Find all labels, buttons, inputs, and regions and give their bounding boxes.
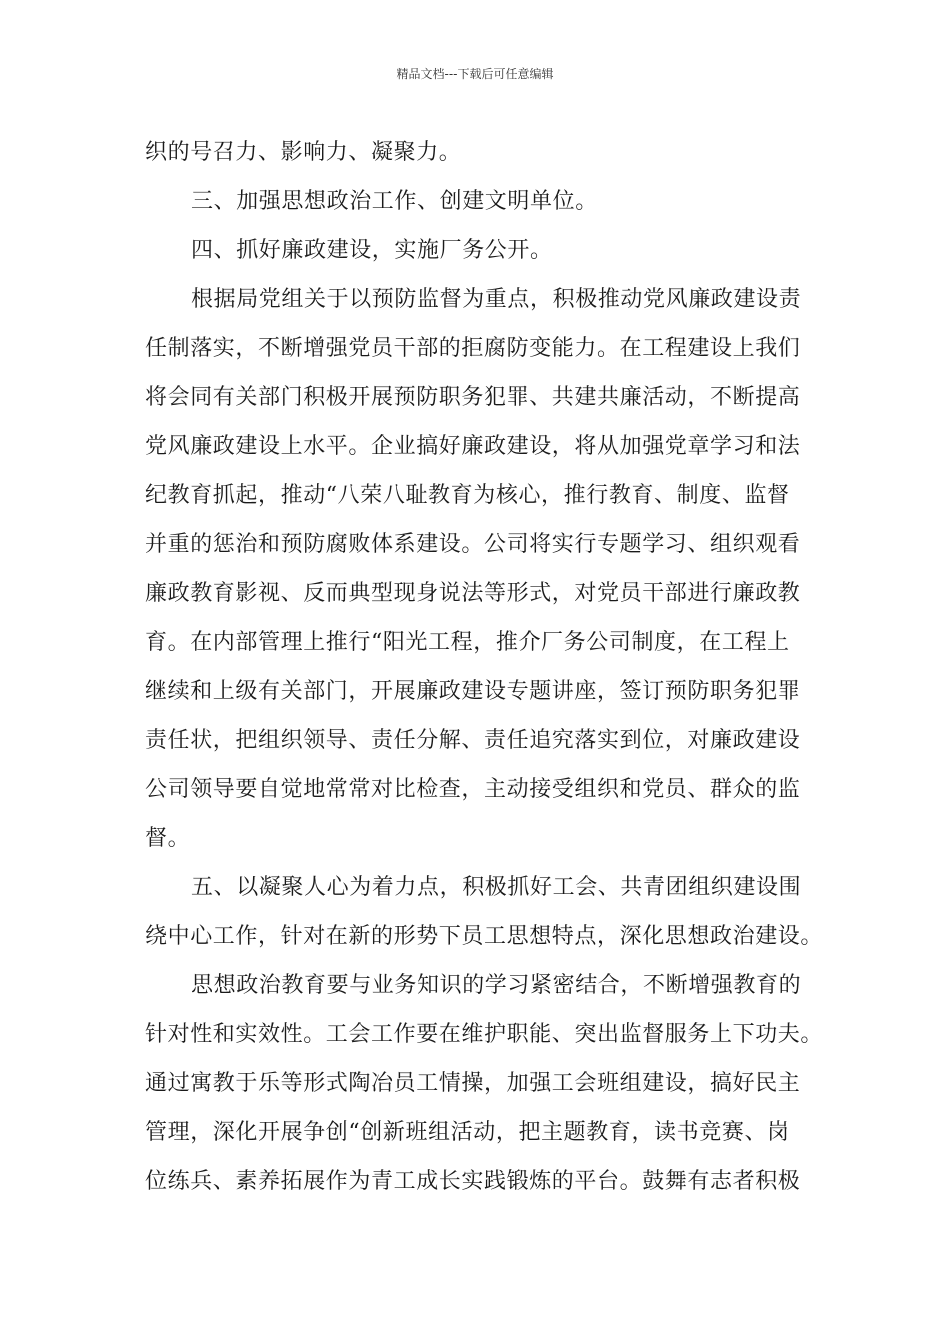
paragraph-3: [145, 226, 813, 275]
text-line: 针对性和实效性。工会工作要在维护职能、突出监督服务上下功夫。: [145, 1022, 824, 1047]
paragraph-6: [145, 961, 824, 1206]
paragraph-2: [145, 177, 813, 226]
text-line: 三、加强思想政治工作、创建文明单位。: [191, 189, 598, 214]
text-line: 廉政教育影视、反而典型现身说法等形式，对党员干部进行廉政教: [145, 581, 801, 606]
text-line: 管理，深化开展争创“创新班组活动，把主题教育，读书竞赛、岗: [145, 1120, 790, 1145]
text-line: 绕中心工作，针对在新的形势下员工思想特点，深化思想政治建设。: [145, 924, 824, 949]
text-line: 织的号召力、影响力、凝聚力。: [145, 140, 462, 165]
text-line: 任制落实，不断增强党员干部的拒腐防变能力。在工程建设上我们: [145, 336, 801, 361]
text-line: 将会同有关部门积极开展预防职务犯罪、共建共廉活动，不断提高: [145, 385, 801, 410]
text-line: 五、以凝聚人心为着力点，积极抓好工会、共青团组织建设围: [191, 875, 802, 900]
paragraph-1: [145, 128, 813, 177]
text-line: 位练兵、素养拓展作为青工成长实践锻炼的平台。鼓舞有志者积极: [145, 1169, 801, 1194]
text-line: 思想政治教育要与业务知识的学习紧密结合，不断增强教育的: [191, 973, 802, 998]
text-line: 督。: [145, 826, 191, 851]
text-line: 公司领导要自觉地常常对比检查，主动接受组织和党员、群众的监: [145, 777, 801, 802]
text-line: 继续和上级有关部门，开展廉政建设专题讲座，签订预防职务犯罪: [145, 679, 801, 704]
paragraph-5: [145, 863, 824, 961]
text-line: 党风廉政建设上水平。企业搞好廉政建设，将从加强党章学习和法: [145, 434, 801, 459]
text-line: 育。在内部管理上推行“阳光工程，推介厂务公司制度，在工程上: [145, 630, 790, 655]
text-line: 并重的惩治和预防腐败体系建设。公司将实行专题学习、组织观看: [145, 532, 801, 557]
text-line: 责任状，把组织领导、责任分解、责任追究落实到位，对廉政建设: [145, 728, 801, 753]
text-line: 四、抓好廉政建设，实施厂务公开。: [191, 238, 553, 263]
text-line: 通过寓教于乐等形式陶冶员工情操，加强工会班组建设，搞好民主: [145, 1071, 801, 1096]
document-body: [145, 128, 824, 1206]
paragraph-4: [145, 275, 813, 863]
text-line: 纪教育抓起，推动“八荣八耻教育为核心，推行教育、制度、监督: [145, 483, 790, 508]
page-header: 精品文档---下载后可任意编辑: [396, 67, 554, 81]
text-line: 根据局党组关于以预防监督为重点，积极推动党风廉政建设责: [191, 287, 802, 312]
